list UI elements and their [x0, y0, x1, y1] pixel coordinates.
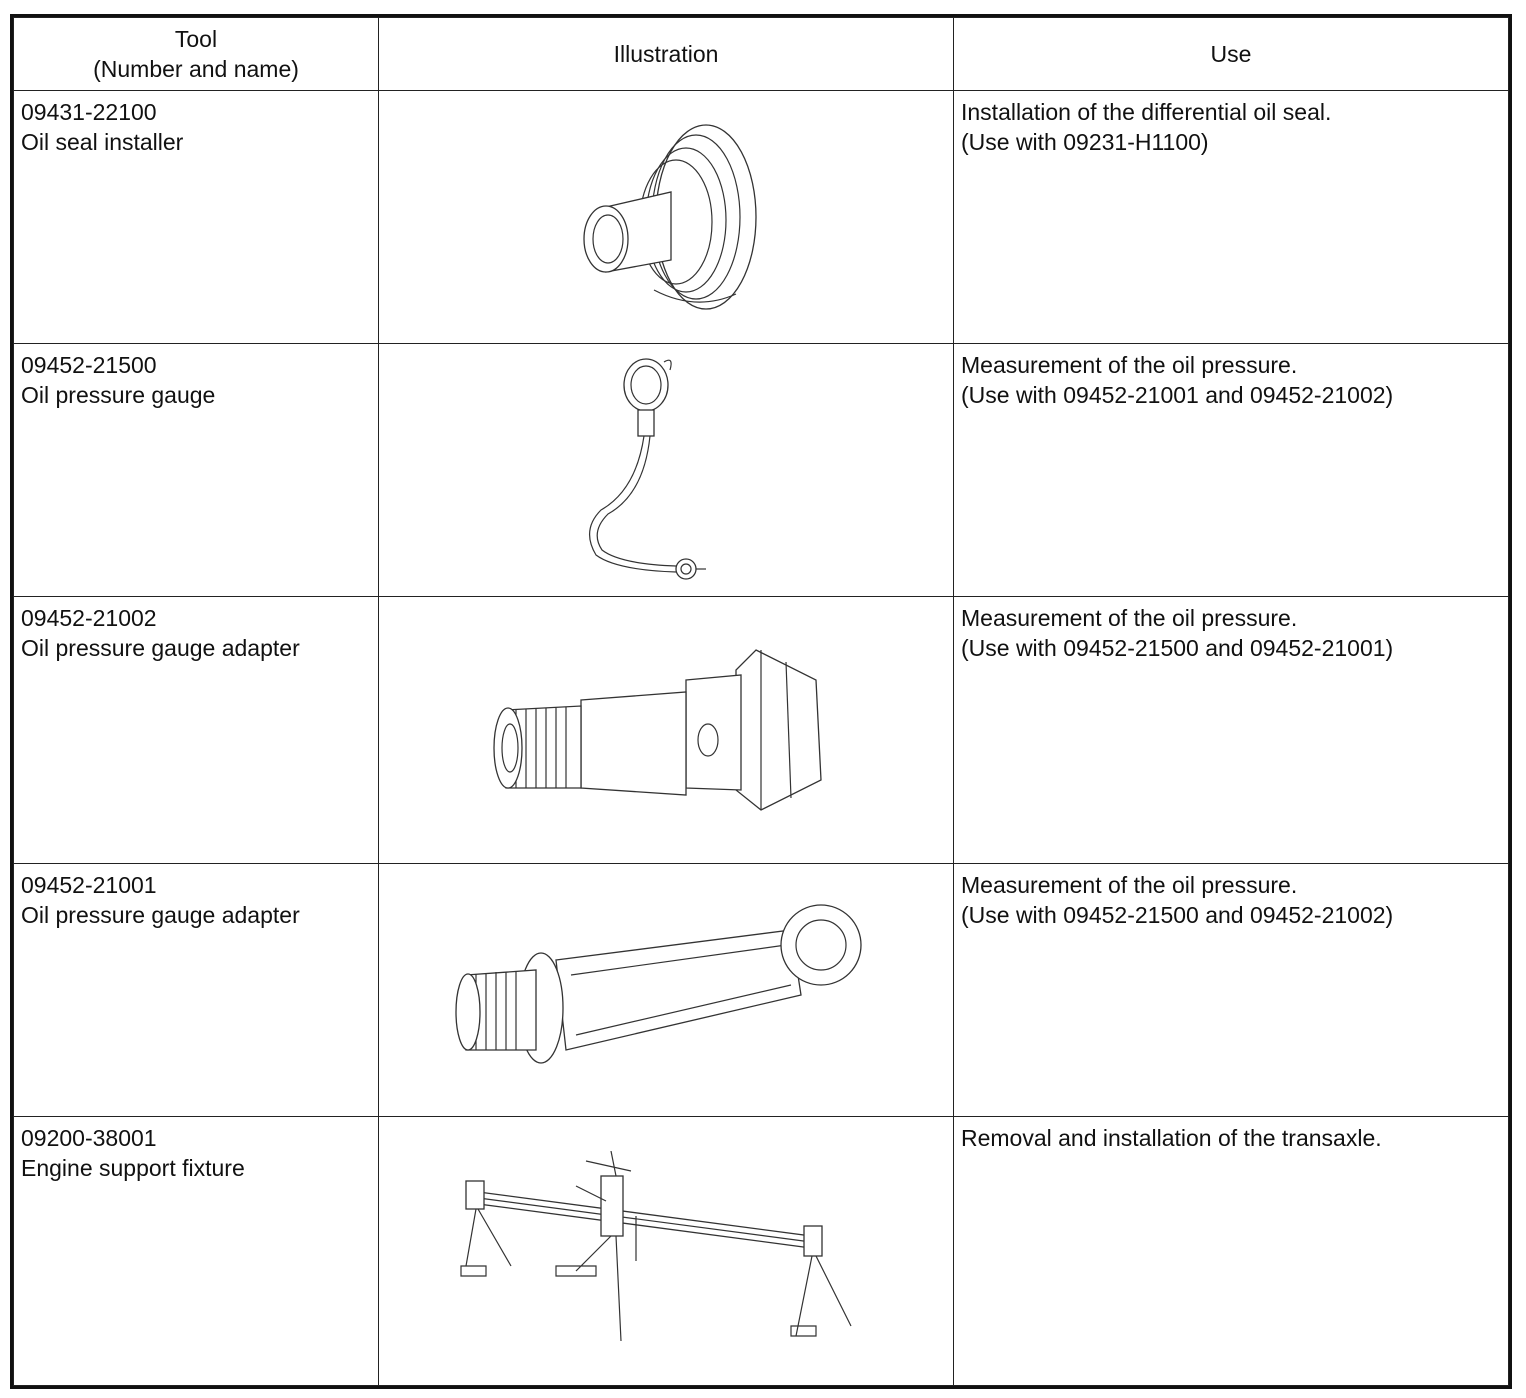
tool-number: 09452-21002	[21, 605, 157, 631]
tool-cell	[14, 864, 379, 1117]
tool-cell	[14, 344, 379, 597]
illustration-cell	[379, 1117, 954, 1386]
tool-name: Engine support fixture	[21, 1155, 245, 1181]
tool-name: Oil seal installer	[21, 129, 184, 155]
illustration-cell	[379, 597, 954, 864]
use-description: Measurement of the oil pressure.	[961, 605, 1298, 631]
table-row	[14, 1117, 1509, 1386]
use-description: Removal and installation of the transaxle.	[961, 1125, 1382, 1151]
header-tool-subtitle: (Number and name)	[93, 56, 299, 82]
tool-number: 09452-21001	[21, 872, 157, 898]
use-cell	[954, 597, 1509, 864]
engine-support-fixture-drawing-icon	[456, 1151, 876, 1351]
header-tool	[14, 18, 379, 91]
table-row	[14, 91, 1509, 344]
tool-cell	[14, 91, 379, 344]
use-cell	[954, 864, 1509, 1117]
tool-name: Oil pressure gauge adapter	[21, 635, 300, 661]
tool-number: 09452-21500	[21, 352, 157, 378]
use-cell	[954, 344, 1509, 597]
use-description: Measurement of the oil pressure.	[961, 872, 1298, 898]
use-cell	[954, 1117, 1509, 1386]
special-tools-sheet	[10, 14, 1512, 1389]
oil-pressure-gauge-drawing-icon	[566, 350, 766, 590]
tool-number: 09431-22100	[21, 99, 157, 125]
tool-cell	[14, 1117, 379, 1386]
use-description: Measurement of the oil pressure.	[961, 352, 1298, 378]
tool-cell	[14, 597, 379, 864]
header-use: Use	[954, 18, 1509, 91]
table-row	[14, 344, 1509, 597]
illustration-cell	[379, 864, 954, 1117]
tool-number: 09200-38001	[21, 1125, 157, 1151]
illustration-cell	[379, 344, 954, 597]
table-row	[14, 864, 1509, 1117]
threaded-adapter-drawing-icon	[486, 630, 846, 830]
tool-name: Oil pressure gauge adapter	[21, 902, 300, 928]
use-cell	[954, 91, 1509, 344]
header-row	[14, 18, 1509, 91]
banjo-adapter-drawing-icon	[446, 900, 886, 1080]
special-tools-table	[13, 17, 1509, 1386]
use-note: (Use with 09452-21500 and 09452-21001)	[961, 635, 1394, 661]
header-tool-title: Tool	[174, 26, 218, 52]
header-illustration: Illustration	[379, 18, 954, 91]
illustration-cell	[379, 91, 954, 344]
table-row	[14, 597, 1509, 864]
use-note: (Use with 09452-21500 and 09452-21002)	[961, 902, 1394, 928]
oil-seal-installer-drawing-icon	[536, 112, 796, 322]
use-note: (Use with 09231-H1100)	[961, 129, 1209, 155]
use-note: (Use with 09452-21001 and 09452-21002)	[961, 382, 1394, 408]
use-description: Installation of the differential oil seal.	[961, 99, 1332, 125]
tool-name: Oil pressure gauge	[21, 382, 216, 408]
